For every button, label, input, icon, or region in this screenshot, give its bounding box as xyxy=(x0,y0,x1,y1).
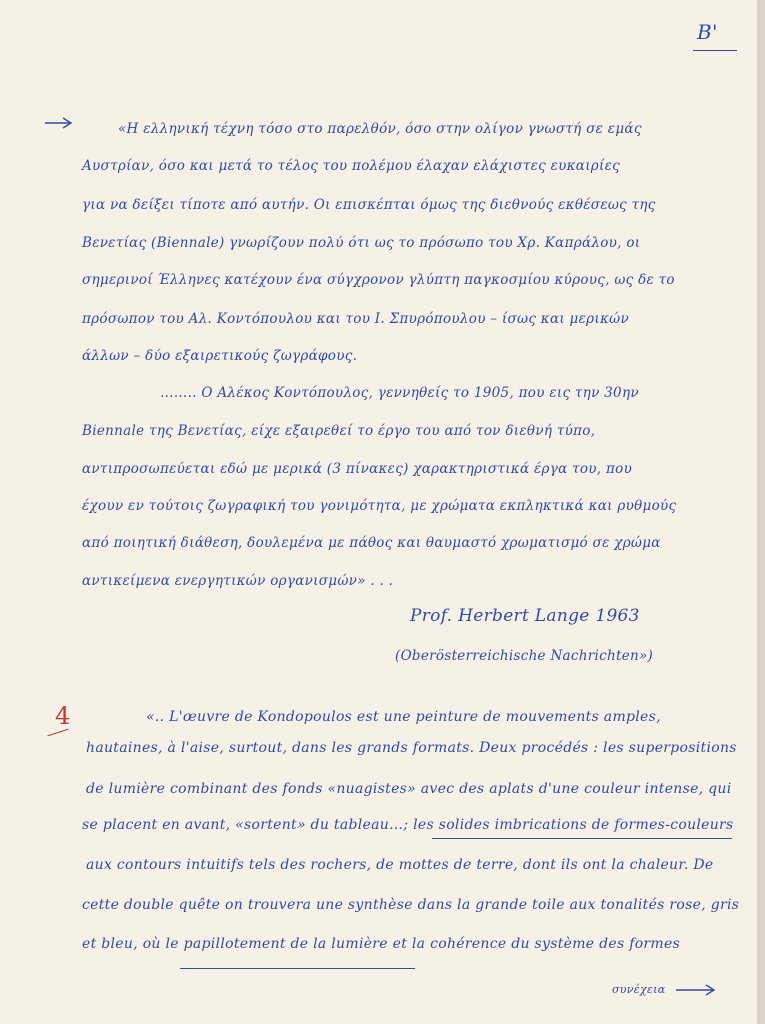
greek-line: …….. Ο Αλέκος Κοντόπουλος, γεννηθείς το 1905, που εις την 30ην xyxy=(160,385,639,401)
french-line: et bleu, où le papillotement de la lumière et la cohérence du système des formes xyxy=(82,936,681,952)
french-line: se placent en avant, «sortent» du tableau…; les solides imbrications de formes-couleurs xyxy=(82,817,734,833)
greek-line: Αυστρίαν, όσο και μετά το τέλος του πολέμου έλαχαν ελάχιστες ευκαιρίες xyxy=(82,158,621,174)
french-line: de lumière combinant des fonds «nuagistes» avec des aplats d'une couleur intense, qui xyxy=(86,781,732,797)
continue-arrow-icon xyxy=(675,984,717,996)
page-marker: B' xyxy=(697,20,718,44)
page-edge xyxy=(757,0,765,1024)
greek-line: αντιπροσωπεύεται εδώ με μερικά (3 πίνακες) χαρακτηριστικά έργα του, που xyxy=(82,461,633,477)
greek-line: έχουν εν τούτοις ζωγραφική του γονιμότητα, με χρώματα εκπληκτικά και ρυθμούς xyxy=(82,498,677,514)
greek-line: αντικείμενα ενεργητικών οργανισμών» . . . xyxy=(82,573,394,589)
continue-note: συνέχεια xyxy=(612,983,666,996)
greek-line: Βενετίας (Biennale) γνωρίζουν πολύ ότι ως το πρόσωπο του Χρ. Καπράλου, οι xyxy=(82,235,641,251)
greek-line: σημερινοί Έλληνες κατέχουν ένα σύγχρονον γλύπτη παγκοσμίου κύρους, ως δε το xyxy=(82,272,675,288)
page-marker-underline xyxy=(693,50,737,51)
french-line: hautaines, à l'aise, surtout, dans les grands formats. Deux procédés : les superpositions xyxy=(86,740,737,756)
french-line: cette double quête on trouvera une synthèse dans la grande toile aux tonalités rose, gris xyxy=(82,897,740,913)
greek-line: Biennale της Βενετίας, είχε εξαιρεθεί το έργο του από τον διεθνή τύπο, xyxy=(82,423,596,439)
underline-solides xyxy=(432,838,732,839)
arrow-right-icon xyxy=(44,117,74,129)
french-line: «.. L'œuvre de Kondopoulos est une peinture de mouvements amples, xyxy=(146,709,661,725)
section-number: 4 xyxy=(55,702,71,730)
greek-line: για να δείξει τίποτε από αυτήν. Οι επισκέπται όμως της διεθνούς εκθέσεως της xyxy=(82,197,656,213)
greek-line: άλλων – δύο εξαιρετικούς ζωγράφους. xyxy=(82,348,358,364)
greek-line: από ποιητική διάθεση, δουλεμένα με πάθος και θαυμαστό χρωματισμό σε χρώμα xyxy=(82,535,661,551)
french-line: aux contours intuitifs tels des rochers, de mottes de terre, dont ils ont la chaleur. De xyxy=(86,857,714,873)
greek-line: πρόσωπον του Αλ. Κοντόπουλου και του Ι. Σπυρόπουλου – ίσως και μερικών xyxy=(82,311,629,327)
source-citation: (Oberösterreichische Nachrichten») xyxy=(395,648,654,664)
underline-papillotement xyxy=(180,968,415,969)
signature: Prof. Herbert Lange 1963 xyxy=(410,606,640,626)
greek-line: «Η ελληνική τέχνη τόσο στο παρελθόν, όσο στην ολίγον γνωστή σε εμάς xyxy=(118,121,642,137)
